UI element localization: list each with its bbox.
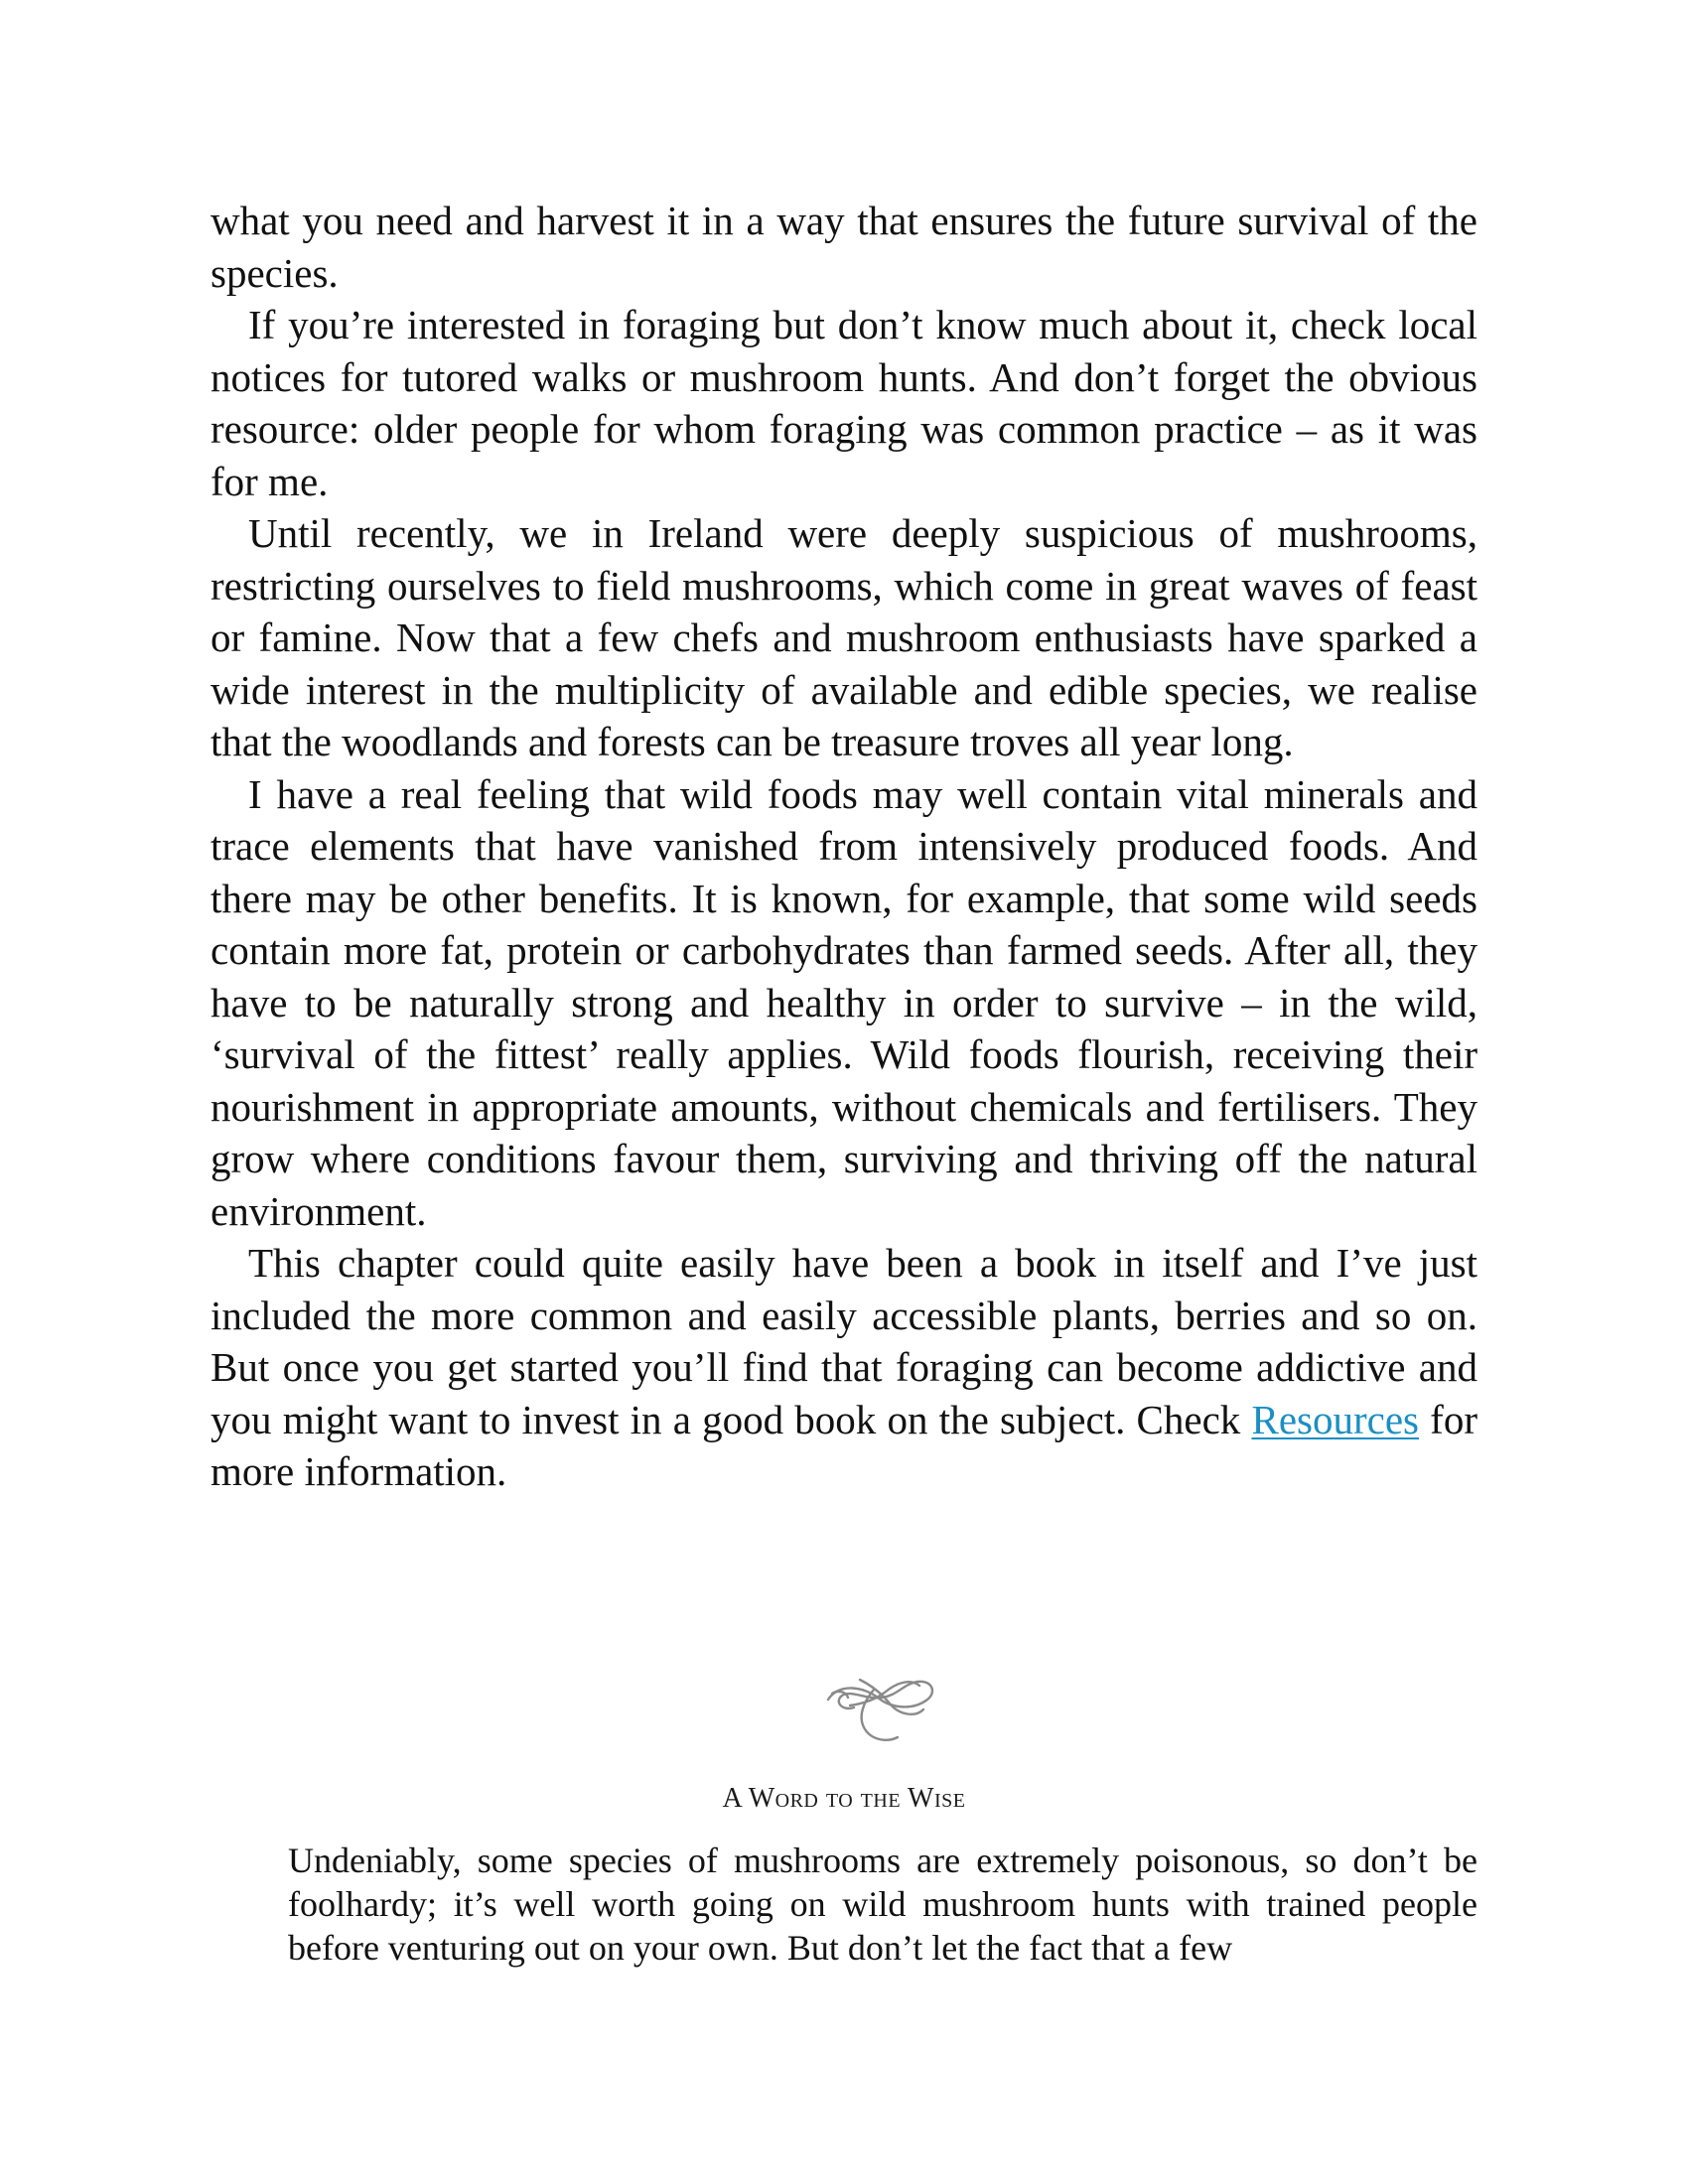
main-text	[211, 195, 1477, 1498]
sidebar-body: Undeniably, some species of mushrooms are extremely poisonous, so don’t be foolhardy; it’s well worth going on wild mushroom hunts with trained people before venturing out on your own. But don’t let the fact that a few	[288, 1841, 1477, 1968]
resources-link[interactable]: Resources	[1251, 1396, 1419, 1442]
sidebar-title: A Word to the Wise	[722, 1783, 966, 1814]
paragraph-1: what you need and harvest it in a way that ensures the future survival of the species.	[211, 198, 1477, 296]
paragraph-4: I have a real feeling that wild foods may well contain vital minerals and trace elements that have vanished from intensively produced foods. And there may be other benefits. It is known, for example, that some wild seeds contain more fat, protein or carbohydrates than farmed seeds. After all, they have to be naturally strong and healthy in order to survive – in the wild, ‘survival of the fittest’ really applies. Wild foods flourish, receiving their nourishment in appropriate amounts, without chemicals and fertilisers. They grow where conditions favour them, surviving and thriving off the natural environment.	[211, 770, 1477, 1234]
paragraph-5-text-before: This chapter could quite easily have been a book in itself and I’ve just included the more common and easily accessible plants, berries and so on. But once you get started you’ll find that foraging can become addictive and you might want to invest in a good book on the subject. Check	[211, 1240, 1477, 1442]
paragraph-5	[211, 1237, 1477, 1498]
flourish-ornament-icon	[820, 1660, 939, 1749]
paragraph-5-text-after: for more information.	[211, 1396, 1477, 1494]
paragraph-2: If you’re interested in foraging but don’t know much about it, check local notices for tutored walks or mushroom hunts. And don’t forget the obvious resource: older people for whom foraging was common practice – as it was for me.	[211, 302, 1477, 504]
paragraph-3: Until recently, we in Ireland were deeply suspicious of mushrooms, restricting ourselves to field mushrooms, which come in great waves of feast or famine. Now that a few chefs and mushroom enthusiasts have sparked a wide interest in the multiplicity of available and edible species, we realise that the woodlands and forests can be treasure troves all year long.	[211, 510, 1477, 764]
